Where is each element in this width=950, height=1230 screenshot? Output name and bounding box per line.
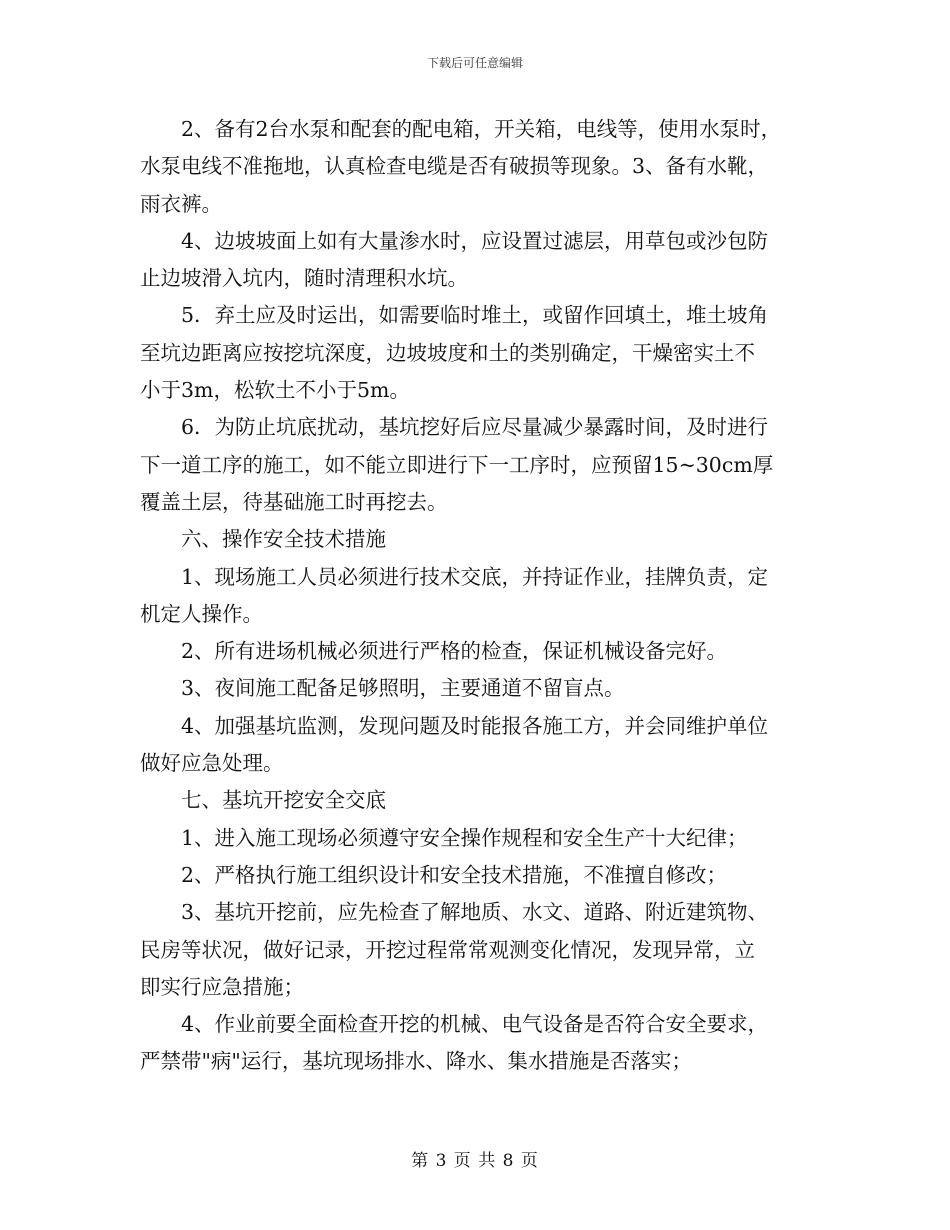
paragraph: 1、进入施工现场必须遵守安全操作规程和安全生产十大纪律； (181, 825, 748, 850)
paragraph: 4、作业前要全面检查开挖的机械、电气设备是否符合安全要求， 严禁带"病"运行，基坑现场排水、降水、集水措施是否落实； (140, 1012, 769, 1074)
document-body (140, 111, 820, 1081)
paragraph: 2、严格执行施工组织设计和安全技术措施，不准擅自修改； (181, 862, 728, 887)
paragraph: 3、夜间施工配备足够照明，主要通道不留盲点。 (181, 676, 625, 701)
paragraph: 2、所有进场机械必须进行严格的检查，保证机械设备完好。 (181, 639, 728, 664)
paragraph: 2、备有2台水泵和配套的配电箱，开关箱，电线等，使用水泵时， 水泵电线不准拖地，认真检查电缆是否有破损等现象。3、备有水靴， 雨衣裤。 (140, 117, 782, 216)
paragraph: 1、现场施工人员必须进行技术交底，并持证作业，挂牌负责，定 机定人操作。 (140, 564, 769, 626)
paragraph: 4、边坡坡面上如有大量渗水时，应设置过滤层，用草包或沙包防 止边坡滑入坑内，随时清理积水坑。 (140, 228, 769, 291)
section-heading: 七、基坑开挖安全交底 (181, 788, 386, 813)
paragraph: 6．为防止坑底扰动，基坑挖好后应尽量减少暴露时间，及时进行 下一道工序的施工，如不能立即进行下一工序时，应预留15~30cm厚 覆盖土层，待基础施工时再挖去。 (140, 415, 774, 514)
section-heading: 六、操作安全技术措施 (181, 527, 386, 552)
paragraph: 3、基坑开挖前，应先检查了解地质、水文、道路、附近建筑物、 民房等状况，做好记录，开挖过程常常观测变化情况，发现异常，立 即实行应急措施； (140, 900, 769, 999)
page-header: 下载后可任意编辑 (426, 56, 523, 70)
paragraph: 4、加强基坑监测，发现问题及时能报各施工方，并会同维护单位 做好应急处理。 (140, 713, 769, 776)
page-number-footer: 第 3 页 共 8 页 (411, 1151, 539, 1171)
paragraph: 5．弃土应及时运出，如需要临时堆土，或留作回填土，堆土坡角 至坑边距离应按挖坑深度，边坡坡度和土的类别确定，干燥密实土不 小于3m，松软土不小于5m。 (140, 303, 769, 403)
